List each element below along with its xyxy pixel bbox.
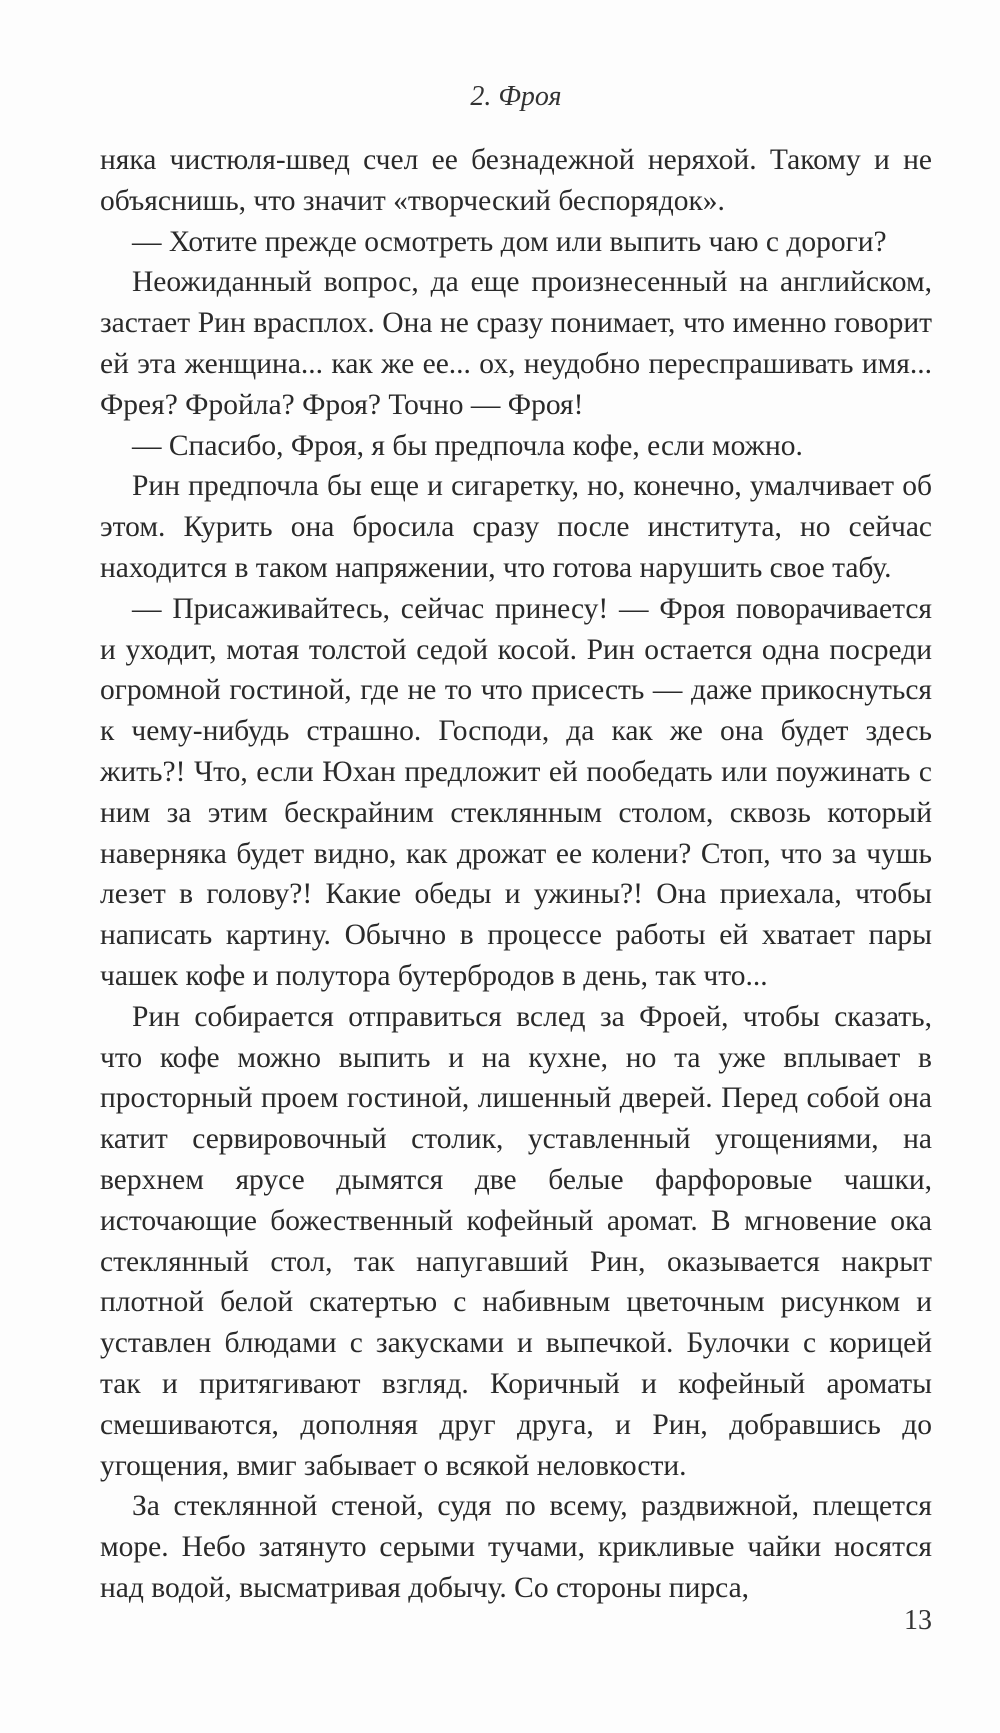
page-number: 13 bbox=[904, 1605, 932, 1636]
paragraph: — Хотите прежде осмотреть дом или выпить чаю с дороги? bbox=[132, 225, 887, 258]
paragraph: За стеклянной стеной, судя по всему, раздвижной, плещется море. Небо затянуто серыми тучами, крикливые чайки носятся над водой, высматривая добычу. Со стороны пирса, bbox=[100, 1490, 932, 1604]
running-head: 2. Фроя bbox=[470, 81, 562, 112]
paragraph: Рин предпочла бы еще и сигаретку, но, конечно, умалчивает об этом. Курить она бросила сразу после института, но сейчас находится в таком напряжении, что готова нарушить свое табу. bbox=[100, 470, 932, 584]
paragraph: Неожиданный вопрос, да еще произнесенный на английском, застает Рин врасплох. Она не сразу понимает, что именно говорит ей эта женщина... как же ее... ох, неудобно переспрашивать имя... Фрея? Фройла? Фроя? Точно — Фроя! bbox=[100, 266, 932, 421]
paragraph: няка чистюля-швед счел ее безнадежной неряхой. Такому и не объяснишь, что значит «творческий беспорядок». bbox=[100, 144, 932, 217]
paragraph: — Спасибо, Фроя, я бы предпочла кофе, если можно. bbox=[132, 429, 803, 462]
body-text bbox=[100, 140, 932, 1609]
paragraph: Рин собирается отправиться вслед за Фроей, чтобы сказать, что кофе можно выпить и на кухне, но та уже вплывает в просторный проем гостиной, лишенный дверей. Перед собой она катит сервировочный столик, уставленный угощениями, на верхнем ярусе дымятся две белые фарфоровые чашки, источающие божественный кофейный аромат. В мгновение ока стеклянный стол, так напугавший Рин, оказывается накрыт плотной белой скатертью с набивным цветочным рисунком и уставлен блюдами с закусками и выпечкой. Булочки с корицей так и притягивают взгляд. Коричный и кофейный ароматы смешиваются, дополняя друг друга, и Рин, добравшись до угощения, вмиг забывает о всякой неловкости. bbox=[100, 1000, 932, 1482]
paragraph: — Присаживайтесь, сейчас принесу! — Фроя поворачивается и уходит, мотая толстой седой косой. Рин остается одна посреди огромной гостиной, где не то что присесть — даже прикоснуться к чему-нибудь страшно. Господи, да как же она будет здесь жить?! Что, если Юхан предложит ей пообедать или поужинать с ним за этим бескрайним стеклянным столом, сквозь который наверняка будет видно, как дрожат ее колени? Стоп, что за чушь лезет в голову?! Какие обеды и ужины?! Она приехала, чтобы написать картину. Обычно в процессе работы ей хватает пары чашек кофе и полутора бутербродов в день, так что... bbox=[100, 592, 932, 992]
